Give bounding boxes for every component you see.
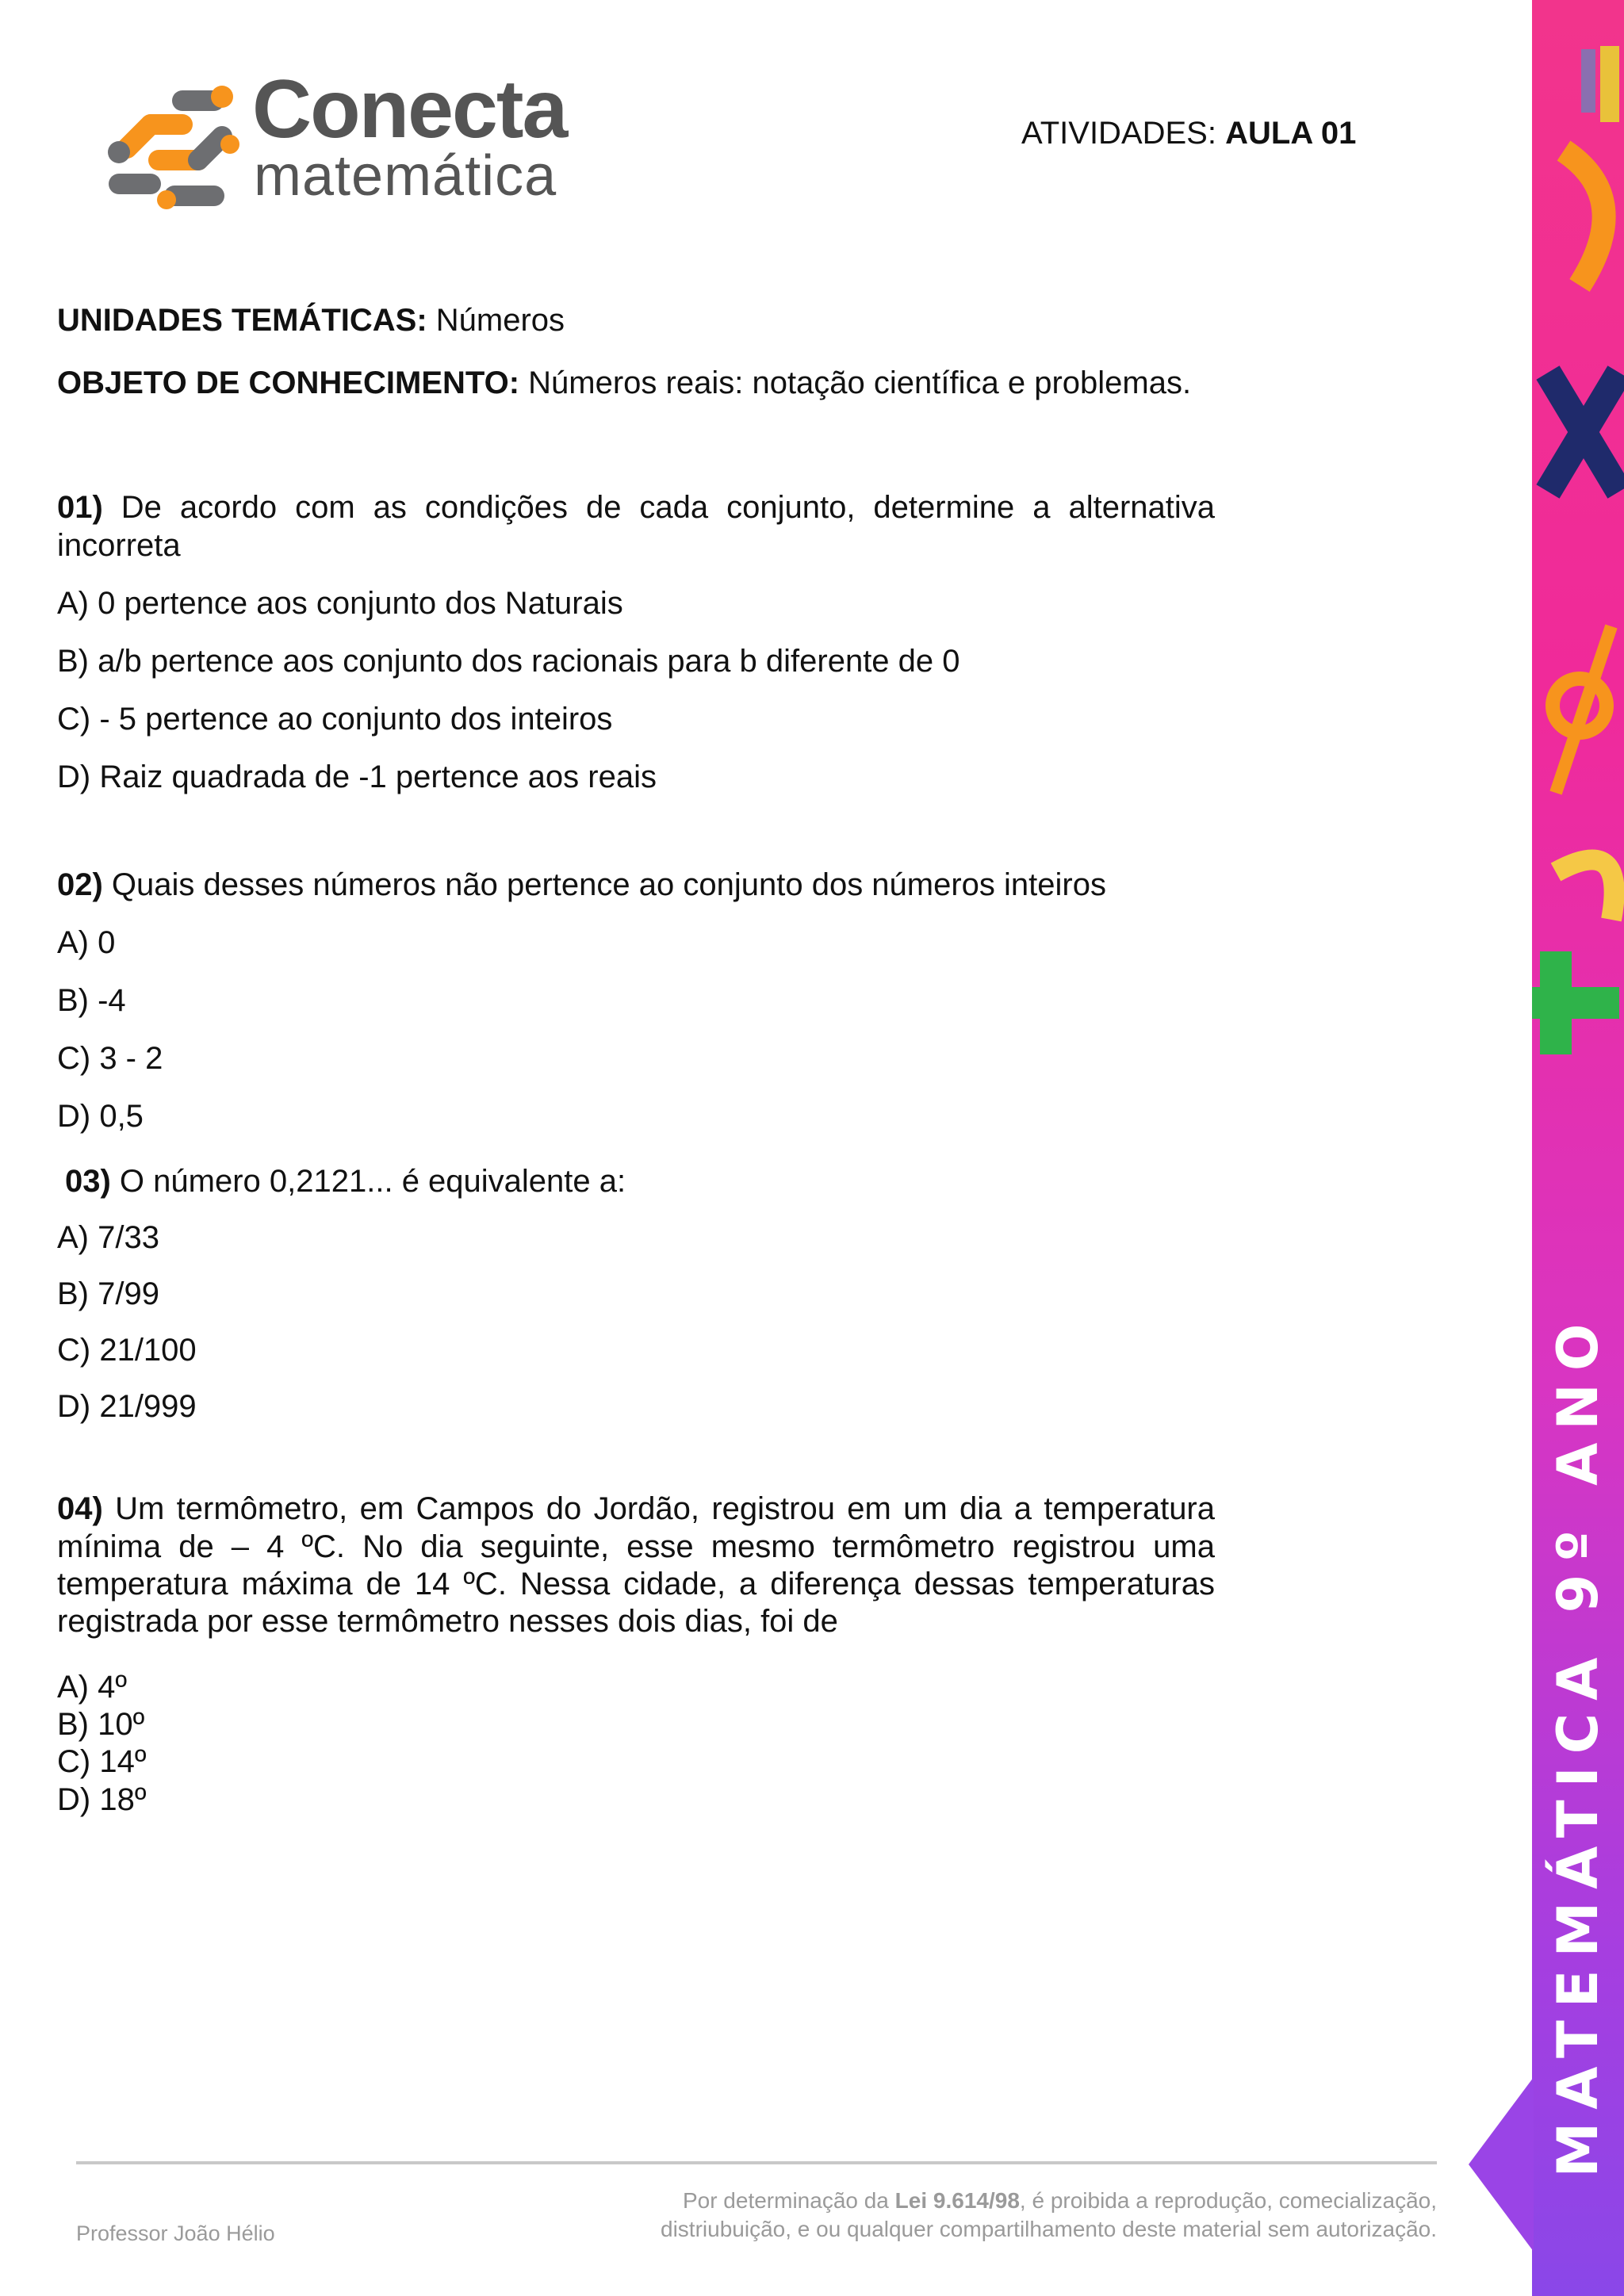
side-banner-title: MATEMÁTICA 9º ANO: [1545, 1311, 1611, 2178]
option-d: D) Raiz quadrada de -1 pertence aos reais: [57, 759, 657, 794]
option-d: D) 18º: [57, 1781, 147, 1817]
option-b: B) a/b pertence aos conjunto dos racionais para b diferente de 0: [57, 643, 960, 679]
option-d: D) 21/999: [57, 1388, 197, 1424]
option-c: C) 3 - 2: [57, 1040, 163, 1076]
question-text: De acordo com as condições de cada conjunto, determine a alternativa incorreta: [57, 489, 1215, 564]
option-b: B) 7/99: [57, 1276, 159, 1311]
question-03-stem: [57, 1162, 1215, 1201]
option-a: A) 7/33: [57, 1220, 159, 1256]
question-04-options: [57, 1669, 1215, 1819]
question-02: [57, 866, 1215, 1135]
curve-decoration: [1556, 859, 1614, 920]
legal-text-part1: Por determinação da: [682, 2188, 895, 2213]
option-c: C) 14º: [57, 1744, 147, 1780]
question-number: 01): [57, 489, 103, 525]
knowledge-object-value: Números reais: notação científica e problemas.: [519, 365, 1192, 400]
activities-label: ATIVIDADES:: [1021, 116, 1216, 151]
legal-law-number: Lei 9.614/98: [894, 2188, 1020, 2213]
question-number: 02): [57, 867, 103, 903]
question-03: [57, 1162, 1215, 1425]
side-banner-arrow: [1469, 2077, 1534, 2252]
question-text: Quais desses números não pertence ao conjunto dos números inteiros: [102, 867, 1106, 903]
multiply-symbol-icon: [1548, 373, 1619, 492]
question-01: [57, 488, 1215, 797]
activity-header: [1021, 117, 1356, 149]
question-01-options: [57, 584, 1215, 796]
option-a: A) 4º: [57, 1670, 127, 1705]
bar-decoration: [1600, 46, 1619, 122]
option-a: A) 0: [57, 925, 116, 961]
brand-logo: [95, 65, 571, 216]
question-number: 03): [65, 1164, 111, 1200]
question-02-options: [57, 924, 1215, 1135]
curve-decoration: [1564, 151, 1604, 285]
thematic-units-value: Números: [427, 303, 565, 338]
question-04-stem: [57, 1490, 1215, 1640]
question-number: 04): [57, 1491, 103, 1527]
option-b: B) -4: [57, 982, 126, 1018]
thematic-units-line: [57, 301, 1215, 340]
question-01-stem: [57, 488, 1215, 566]
knowledge-object-line: [57, 364, 1215, 403]
knowledge-object-label: OBJETO DE CONHECIMENTO:: [57, 365, 520, 400]
option-c: C) 21/100: [57, 1332, 197, 1368]
option-b: B) 10º: [57, 1707, 145, 1743]
lesson-label: AULA 01: [1225, 116, 1357, 151]
question-text: O número 0,2121... é equivalente a:: [110, 1164, 626, 1200]
worksheet-content: [57, 301, 1215, 1819]
logo-text-matematica: matemática: [254, 144, 557, 208]
option-d: D) 0,5: [57, 1098, 144, 1134]
logo-dots-icon: [95, 65, 246, 216]
footer-divider: [76, 2161, 1437, 2164]
legal-text-line2: distriubuição, e ou qualquer compartilhamento deste material sem autorização.: [661, 2217, 1437, 2242]
option-c: C) - 5 pertence ao conjunto dos inteiros: [57, 701, 613, 737]
question-03-options: [57, 1219, 1215, 1425]
question-02-stem: [57, 866, 1215, 905]
thematic-units-label: UNIDADES TEMÁTICAS:: [57, 303, 427, 338]
option-a: A) 0 pertence aos conjunto dos Naturais: [57, 586, 623, 622]
footer-legal-notice: [485, 2187, 1437, 2244]
question-text: Um termômetro, em Campos do Jordão, registrou em um dia a temperatura mínima de – 4 ºC. No dia seguinte, esse mesmo termômetro registrou uma temperatura máxima de 14 ºC. Nessa cidade, a diferença dessas temperaturas registrada por esse termômetro nesses dois dias, foi de: [57, 1491, 1215, 1639]
footer-author: Professor João Hélio: [76, 2221, 275, 2245]
plus-symbol-icon: [1532, 951, 1619, 1054]
question-04: [57, 1490, 1215, 1819]
bar-decoration: [1581, 49, 1595, 113]
logo-text-conecta: Conecta: [252, 63, 567, 155]
legal-text-part2: , é proibida a reprodução, comecialização,: [1019, 2188, 1437, 2213]
